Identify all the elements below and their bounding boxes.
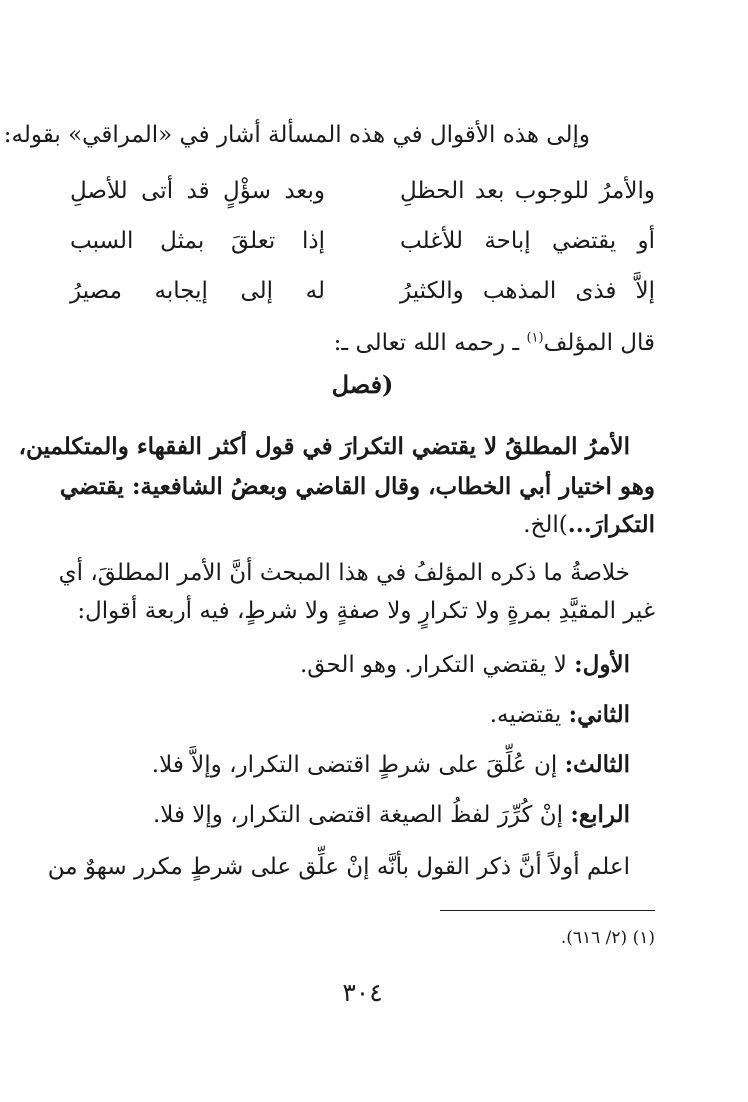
opinion-third-label: الثالث: bbox=[564, 751, 630, 778]
summary-line-2: غير المقيَّدِ بمرةٍ ولا تكرارٍ ولا صفةٍ ولا شرطٍ، فيه أربعة أقوال: bbox=[77, 598, 655, 624]
verse-2-second-hemistich: إذا تعلقَ بمثل السبب bbox=[70, 228, 325, 254]
opinion-first bbox=[70, 648, 630, 682]
verse-2-first-hemistich: أو يقتضي إباحة للأغلب bbox=[400, 228, 655, 254]
summary-line-1: خلاصةُ ما ذكره المؤلفُ في هذا المبحث أنَّ الأمر المطلقَ، أي bbox=[58, 560, 630, 586]
verse-2 bbox=[70, 228, 655, 268]
opinion-third-text: إن عُلِّقَ على شرطٍ اقتضى التكرار، وإلاَّ فلا. bbox=[151, 752, 565, 778]
page-number: ٣٠٤ bbox=[342, 978, 383, 1007]
opinion-fourth-text: إنْ كُرِّرَ لفظُ الصيغة اقتضى التكرار، وإلا فلا. bbox=[152, 802, 571, 828]
opinion-second-label: الثاني: bbox=[568, 701, 630, 728]
opinion-fourth bbox=[70, 798, 630, 832]
final-line: اعلم أولاً أنَّ ذكر القول بأنَّه إنْ علِّق على شرطٍ مكرر سهوٌ من bbox=[47, 854, 630, 880]
quote-line-3-bold: التكرارَ... bbox=[567, 511, 655, 538]
verse-1-second-hemistich: وبعد سؤْلٍ قد أتى للأصلِ bbox=[70, 178, 325, 204]
quote-line-3 bbox=[70, 508, 655, 542]
quote-line-3-rest: )الخ. bbox=[523, 512, 568, 538]
verse-3 bbox=[70, 278, 655, 318]
opinion-first-text: لا يقتضي التكرار. وهو الحق. bbox=[300, 652, 575, 678]
author-label: قال المؤلف bbox=[543, 330, 655, 356]
author-line bbox=[235, 326, 655, 360]
verse-1-first-hemistich: والأمرُ للوجوب بعد الحظلِ bbox=[400, 178, 655, 204]
author-blessing: ـ رحمه الله تعالى ـ: bbox=[333, 330, 527, 356]
verse-3-first-hemistich: إلاَّ فذى المذهب والكثيرُ bbox=[400, 278, 655, 304]
opinion-first-label: الأول: bbox=[574, 651, 630, 678]
quote-line-1: الأمرُ المطلقُ لا يقتضي التكرارَ في قول أكثر الفقهاء والمتكلمين، bbox=[18, 433, 630, 460]
opinion-third bbox=[70, 748, 630, 782]
intro-line: وإلى هذه الأقوال في هذه المسألة أشار في «المراقي» بقوله: bbox=[3, 122, 590, 148]
quote-line-2: وهو اختيار أبي الخطاب، وقال القاضي وبعضُ الشافعية: يقتضي bbox=[59, 473, 655, 500]
opinion-fourth-label: الرابع: bbox=[570, 801, 630, 828]
footnote-ref[interactable]: (١) bbox=[526, 330, 544, 346]
section-heading: (فصل bbox=[331, 370, 394, 399]
verse-1 bbox=[70, 178, 655, 218]
opinion-second bbox=[70, 698, 630, 732]
footnote: (١) (٢/ ٦١٦). bbox=[560, 928, 655, 948]
verse-3-second-hemistich: له إلى إيجابه مصيرُ bbox=[70, 278, 325, 304]
document-page bbox=[3, 0, 655, 1102]
footnote-divider bbox=[440, 910, 655, 911]
opinion-second-text: يقتضيه. bbox=[489, 702, 569, 728]
